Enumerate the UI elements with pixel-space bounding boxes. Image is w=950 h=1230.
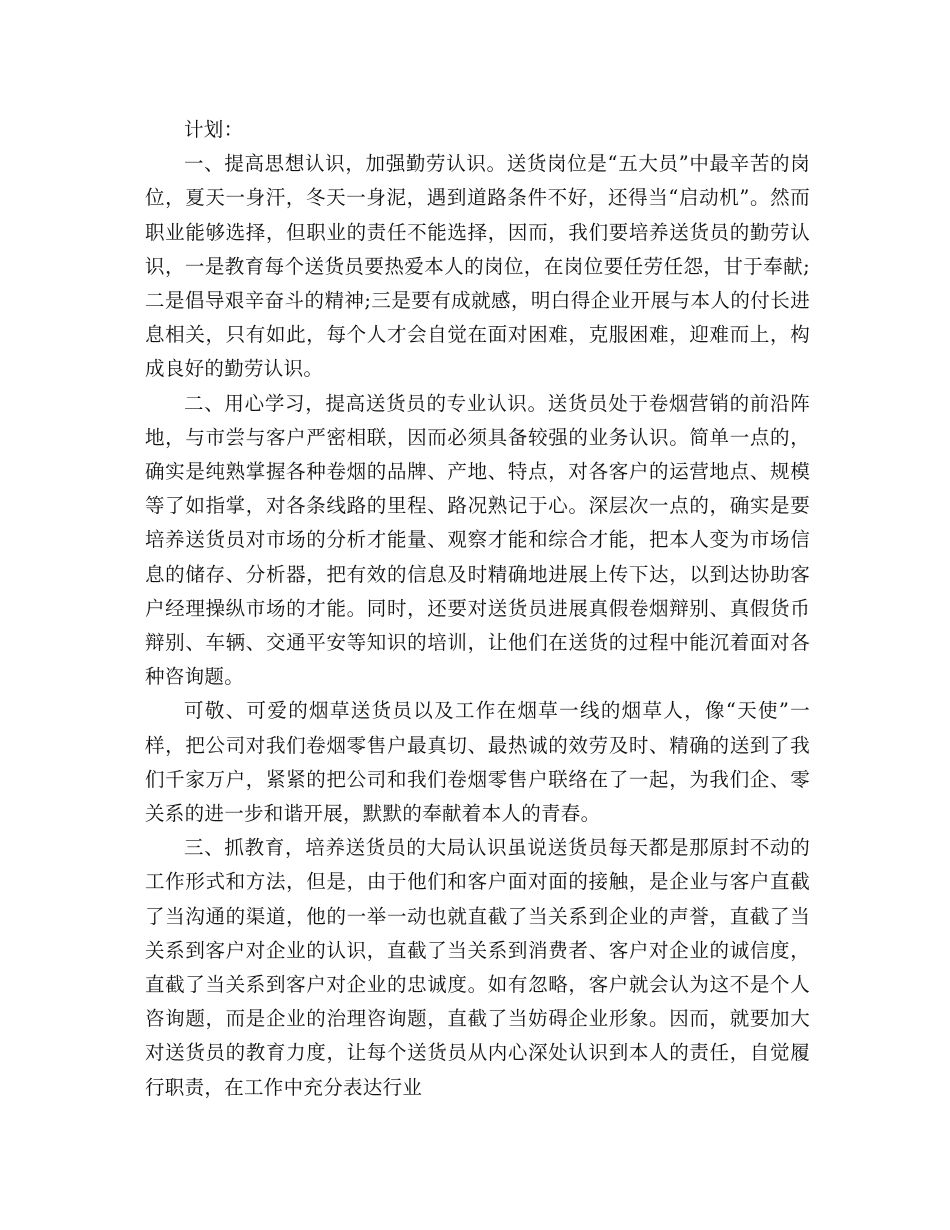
paragraph-education: 三、抓教育，培养送货员的大局认识虽说送货员每天都是那原封不动的工作形式和方法，但是，由于他们和客户面对面的接触，是企业与客户直截了当沟通的渠道，他的一举一动也就直截了当关系到企业的声誉，直截了当关系到客户对企业的认识，直截了当关系到消费者、客户对企业的诚信度，直截了当关系到客户对企业的忠诚度。如有忽略，客户就会认为这不是个人咨询题，而是企业的治理咨询题，直截了当妨碍企业形象。因而，就要加大对送货员的教育力度，让每个送货员从内心深处认识到本人的责任，自觉履行职责，在工作中充分表达行业 [145, 836, 810, 1099]
document-body [145, 113, 810, 1105]
paragraph-professional: 二、用心学习，提高送货员的专业认识。送货员处于卷烟营销的前沿阵地，与市尝与客户严密相联，因而必须具备较强的业务认识。简单一点的，确实是纯熟掌握各种卷烟的品牌、产地、特点，对各客户的运营地点、规模等了如指掌，对各条线路的里程、路况熟记于心。深层次一点的，确实是要培养送货员对市场的分析才能量、观察才能和综合才能，把本人变为市场信息的储存、分析器，把有效的信息及时精确地进展上传下达，以到达协助客户经理操纵市场的才能。同时，还要对送货员进展真假卷烟辩别、真假货币辩别、车辆、交通平安等知识的培训，让他们在送货的过程中能沉着面对各种咨询题。 [145, 391, 810, 689]
paragraph-tribute: 可敬、可爱的烟草送货员以及工作在烟草一线的烟草人，像“天使”一样，把公司对我们卷烟零售户最真切、最热诚的效劳及时、精确的送到了我们千家万户，紧紧的把公司和我们卷烟零售户联络在了一起，为我们企、零关系的进一步和谐开展，默默的奉献着本人的青春。 [145, 699, 810, 826]
document-heading: 计划： [184, 118, 244, 141]
paragraph-diligence: 一、提高思想认识，加强勤劳认识。送货岗位是“五大员”中最辛苦的岗位，夏天一身汗，冬天一身泥，遇到道路条件不好，还得当“启动机”。然而职业能够选择，但职业的责任不能选择，因而，我们要培养送货员的勤劳认识，一是教育每个送货员要热爱本人的岗位，在岗位要任劳任怨，甘于奉献;二是倡导艰辛奋斗的精神;三是要有成就感，明白得企业开展与本人的付长进息相关，只有如此，每个人才会自觉在面对困难，克服困难，迎难而上，构成良好的勤劳认识。 [145, 152, 810, 381]
